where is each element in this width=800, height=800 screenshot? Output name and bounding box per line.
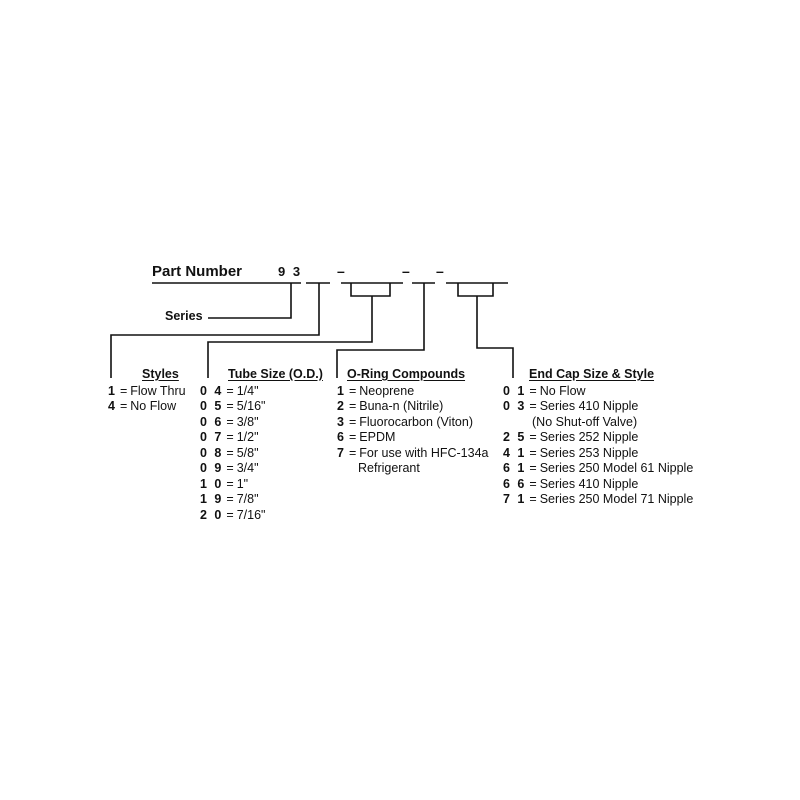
series-connector bbox=[208, 283, 291, 318]
list-item: 6 6 = Series 410 Nipple bbox=[503, 476, 639, 491]
option-desc: No Flow bbox=[130, 399, 177, 413]
option-desc: Flow Thru bbox=[130, 383, 186, 398]
option-desc: 1/4" bbox=[236, 383, 259, 398]
option-code: 6 1 bbox=[503, 461, 527, 475]
option-code: 0 3 bbox=[503, 399, 527, 413]
option-desc: Fluorocarbon (Viton) bbox=[359, 414, 473, 429]
option-desc: Series 410 Nipple bbox=[539, 399, 639, 413]
list-item: 1 9 = 7/8" bbox=[200, 492, 259, 506]
separator-2: – bbox=[402, 263, 410, 279]
separator-3: – bbox=[436, 263, 444, 279]
option-code: 0 4 bbox=[200, 383, 224, 398]
option-desc: 5/8" bbox=[236, 445, 259, 460]
list-item: 0 4 = 1/4" bbox=[200, 383, 259, 398]
oring-section bbox=[337, 367, 502, 477]
styles-connector bbox=[111, 283, 319, 378]
option-desc: 1" bbox=[236, 476, 249, 491]
option-desc: Series 253 Nipple bbox=[539, 445, 639, 460]
list-item: 0 1 = No Flow bbox=[503, 383, 586, 398]
list-item: 2 0 = 7/16" bbox=[200, 507, 266, 522]
option-code: 0 6 bbox=[200, 414, 224, 429]
option-code: 4 bbox=[108, 399, 117, 413]
option-code: 0 8 bbox=[200, 445, 224, 460]
list-item: 7 1 = Series 250 Model 71 Nipple bbox=[503, 492, 694, 506]
option-desc: Series 410 Nipple bbox=[539, 476, 639, 491]
option-code: 2 5 bbox=[503, 430, 527, 444]
option-code: 1 9 bbox=[200, 492, 224, 506]
option-desc: Buna-n (Nitrile) bbox=[359, 399, 444, 413]
list-item: 1 0 = 1" bbox=[200, 476, 249, 491]
option-code: 1 0 bbox=[200, 476, 224, 491]
option-code: 0 9 bbox=[200, 461, 224, 475]
list-item: 6 = EPDM bbox=[337, 430, 396, 444]
option-desc: Series 250 Model 61 Nipple bbox=[539, 461, 694, 475]
oring-heading: O-Ring Compounds bbox=[347, 367, 466, 381]
option-desc: No Flow bbox=[539, 383, 586, 398]
endcap-bracket bbox=[458, 283, 493, 296]
styles-section bbox=[108, 367, 200, 415]
list-item: 0 8 = 5/8" bbox=[200, 445, 259, 460]
list-item: 0 6 = 3/8" bbox=[200, 414, 259, 429]
series-code: 9 3 bbox=[278, 264, 303, 279]
option-desc: Neoprene bbox=[359, 383, 415, 398]
tube-connector bbox=[351, 283, 390, 296]
list-item: 1 = Neoprene bbox=[337, 383, 415, 398]
option-code: 7 bbox=[337, 445, 346, 460]
list-item: 6 1 = Series 250 Model 61 Nipple bbox=[503, 461, 694, 475]
option-code: 0 1 bbox=[503, 383, 527, 398]
list-item: 0 7 = 1/2" bbox=[200, 430, 259, 444]
option-desc: 3/4" bbox=[236, 461, 259, 475]
option-desc-continuation: (No Shut-off Valve) bbox=[532, 414, 638, 429]
option-desc: 1/2" bbox=[236, 430, 259, 444]
option-code: 7 1 bbox=[503, 492, 527, 506]
option-desc: 7/8" bbox=[236, 492, 259, 506]
endcap-drop bbox=[477, 296, 513, 378]
list-item: 0 9 = 3/4" bbox=[200, 461, 259, 475]
series-label: Series bbox=[165, 309, 203, 323]
option-code: 1 bbox=[337, 383, 346, 398]
separator-1: – bbox=[337, 263, 345, 279]
option-desc: Series 250 Model 71 Nipple bbox=[539, 492, 694, 506]
option-code: 6 bbox=[337, 430, 346, 444]
option-desc-continuation: Refrigerant bbox=[358, 461, 420, 475]
option-desc: EPDM bbox=[359, 430, 396, 444]
part-number-label: Part Number bbox=[152, 263, 243, 280]
styles-heading: Styles bbox=[142, 367, 179, 381]
option-code: 3 bbox=[337, 414, 346, 429]
list-item: 3 = Fluorocarbon (Viton) bbox=[337, 414, 473, 429]
option-desc: 5/16" bbox=[236, 399, 266, 413]
end-cap-section bbox=[503, 367, 713, 508]
tube-size-section bbox=[200, 367, 335, 523]
option-code: 4 1 bbox=[503, 445, 527, 460]
option-desc: For use with HFC-134a bbox=[359, 445, 489, 460]
option-code: 1 bbox=[108, 383, 117, 398]
option-desc: 7/16" bbox=[236, 507, 266, 522]
list-item: 2 = Buna-n (Nitrile) bbox=[337, 399, 444, 413]
option-code: 0 7 bbox=[200, 430, 224, 444]
tube-size-heading: Tube Size (O.D.) bbox=[228, 367, 323, 381]
list-item: 7 = For use with HFC-134a bbox=[337, 445, 489, 460]
option-desc: 3/8" bbox=[236, 414, 259, 429]
list-item: 1 = Flow Thru bbox=[108, 383, 186, 398]
option-desc: Series 252 Nipple bbox=[539, 430, 639, 444]
list-item: 0 5 = 5/16" bbox=[200, 399, 266, 413]
list-item: 0 3 = Series 410 Nipple bbox=[503, 399, 639, 413]
tube-drop bbox=[208, 296, 372, 378]
list-item: 2 5 = Series 252 Nipple bbox=[503, 430, 639, 444]
option-code: 2 bbox=[337, 399, 346, 413]
oring-connector bbox=[337, 283, 424, 378]
end-cap-heading: End Cap Size & Style bbox=[529, 367, 655, 381]
list-item: 4 = No Flow bbox=[108, 399, 177, 413]
option-code: 6 6 bbox=[503, 476, 527, 491]
list-item: 4 1 = Series 253 Nipple bbox=[503, 445, 639, 460]
option-code: 2 0 bbox=[200, 507, 224, 522]
option-code: 0 5 bbox=[200, 399, 224, 413]
